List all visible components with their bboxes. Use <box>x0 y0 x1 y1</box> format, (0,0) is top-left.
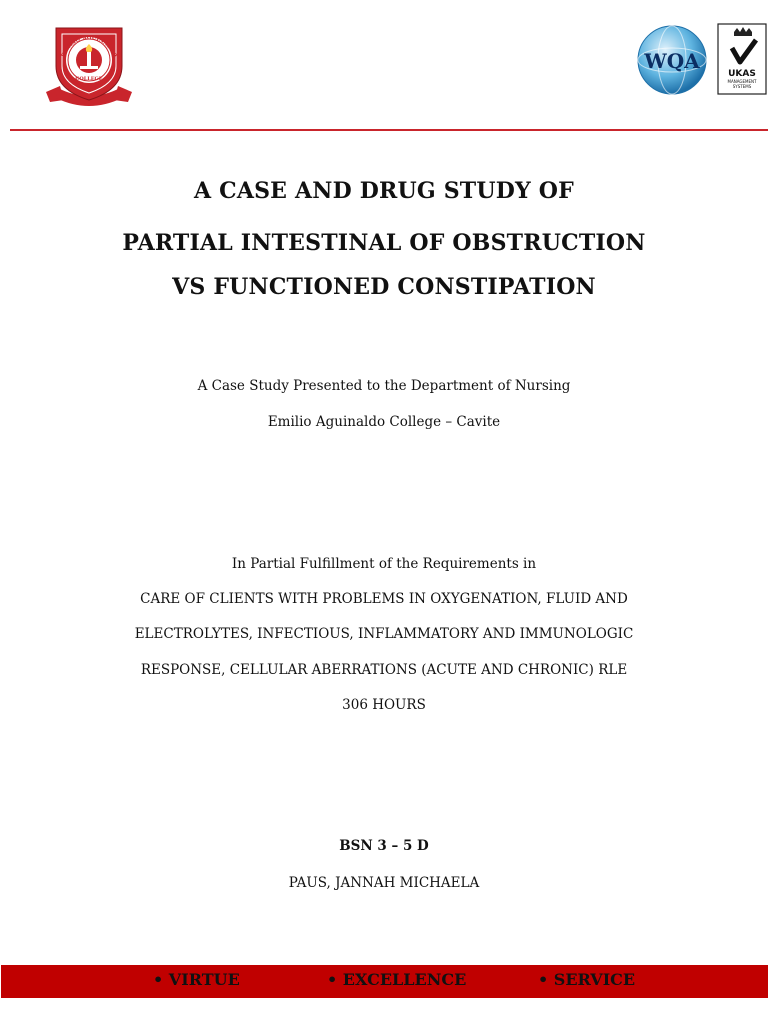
course-hours: 306 HOURS <box>342 697 426 713</box>
fulfillment-intro: In Partial Fulfillment of the Requirements in <box>231 556 537 572</box>
college-seal-logo <box>44 20 134 108</box>
wqa-globe-icon <box>638 26 706 94</box>
svg-text:UKAS: UKAS <box>728 69 756 79</box>
certification-logos <box>636 22 768 98</box>
svg-text:EMILIO AGUINALDO: EMILIO AGUINALDO <box>60 34 118 59</box>
svg-text:WQA: WQA <box>644 49 700 73</box>
svg-text:SYSTEMS: SYSTEMS <box>732 84 752 89</box>
svg-text:COLLEGE: COLLEGE <box>75 76 103 82</box>
svg-text:MANAGEMENT: MANAGEMENT <box>727 79 757 84</box>
header-divider <box>10 129 768 131</box>
course-line-2: ELECTROLYTES, INFECTIOUS, INFLAMMATORY AND IMMUNOLOGIC <box>134 626 634 642</box>
title-line-3: VS FUNCTIONED CONSTIPATION <box>172 274 596 300</box>
presented-line-1: A Case Study Presented to the Department of Nursing <box>197 378 571 394</box>
author-name: PAUS, JANNAH MICHAELA <box>288 875 480 891</box>
college-seal-icon <box>44 20 134 108</box>
course-line-1: CARE OF CLIENTS WITH PROBLEMS IN OXYGENATION, FLUID AND <box>140 591 628 607</box>
title-line-2: PARTIAL INTESTINAL OF OBSTRUCTION <box>122 230 646 256</box>
section-label: BSN 3 – 5 D <box>339 838 429 854</box>
ukas-crown-check-icon <box>718 24 766 94</box>
presented-line-2: Emilio Aguinaldo College – Cavite <box>267 414 501 430</box>
footer-service: • SERVICE <box>538 970 636 989</box>
course-line-3: RESPONSE, CELLULAR ABERRATIONS (ACUTE AND CHRONIC) RLE <box>140 662 628 678</box>
svg-text:1973: 1973 <box>84 83 94 87</box>
footer-excellence: • EXCELLENCE <box>327 970 467 989</box>
footer-bar <box>1 965 768 998</box>
title-line-1: A CASE AND DRUG STUDY OF <box>193 178 574 204</box>
footer-virtue: • VIRTUE <box>153 970 240 989</box>
